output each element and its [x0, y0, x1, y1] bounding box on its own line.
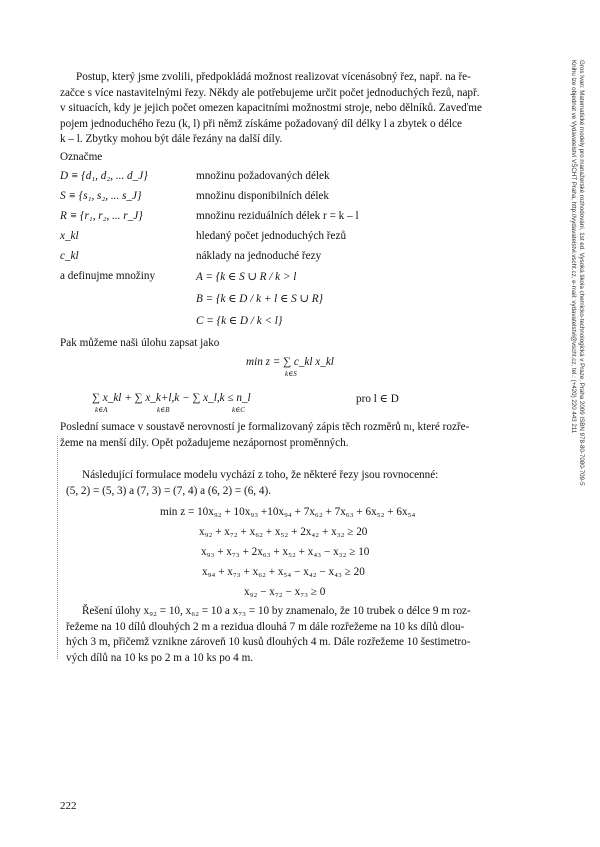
- example-intro-line: Následující formulace modelu vychází z toho, že některé řezy jsou rovnocenné:: [82, 469, 439, 481]
- definition-symbol: R ≡ {r₁, r₂, ... r_J}: [60, 210, 143, 222]
- intro-line: začce s více nastavitelnými řezy. Někdy ale potřebujeme určit počet jednoduchých řezů, např.: [60, 86, 480, 99]
- example-border: [57, 436, 58, 659]
- definition-text: náklady na jednoduché řezy: [196, 250, 322, 262]
- definition-text: množinu disponibilních délek: [196, 190, 329, 202]
- constraint-text: ∑ x_kl + ∑ x_k+l,k − ∑ x_l,k ≤ n_l: [92, 392, 251, 404]
- constraint-sub-c: k∈C: [232, 406, 245, 414]
- solution-line: hých 3 m, přičemž vznikne zároveň 10 kusů dlouhých 4 m. Dále rozřežeme 10 šestimetro-: [66, 636, 471, 649]
- intro-paragraph: [60, 70, 512, 148]
- example-objective: [160, 506, 415, 518]
- intro-line: v situacích, kdy je jejich počet omezen kapacitními možnostmi stroje, nebo dělníků. Zaveďme: [60, 102, 482, 115]
- constraint-sub-a: k∈A: [95, 406, 108, 414]
- task-intro: [60, 336, 512, 352]
- example-constraint-2: [201, 546, 369, 558]
- oznacme-text: Označme: [60, 151, 103, 163]
- example-constraint-4: [244, 586, 325, 598]
- definition-symbol: x_kl: [60, 230, 79, 242]
- side-note-line-2: Knihu lze objednat ve Vydavatelství VŠCHT Praha, http://vydavatelstvi.vscht.cz, e-mail: vydavatelstvi@vscht.cz, tel.: (+420) 220 443 211: [570, 60, 577, 434]
- last-line: žeme na menší díly. Opět požadujeme nezápornost proměnných.: [60, 436, 349, 449]
- example-intro: [66, 468, 512, 499]
- constraint-equation: [92, 392, 251, 404]
- solution-line: řežeme na 10 dílů dlouhých 2 m a rezidua dlouhá 7 m dále rozřežeme na 10 ks dílů dlou-: [66, 620, 465, 633]
- example-eq-3: x₉₄ + x₇₃ + x₆₂ + x₅₄ − x₄₂ − x₄₃ ≥ 20: [202, 566, 365, 578]
- solution-line: vých dílů na 10 ks po 2 m a 10 ks po 4 m.: [66, 651, 254, 664]
- set-c: C = {k ∈ D / k < l}: [196, 315, 283, 327]
- intro-line: pojem jednoduchého řezu (k, l) při němž získáme požadovaný díl délky l a zbytek o délce: [60, 117, 462, 130]
- objective-sub-text: k∈S: [285, 370, 297, 378]
- constraint-sub-b: k∈B: [157, 406, 170, 414]
- definition-text: množinu požadovaných délek: [196, 170, 330, 182]
- solution-line: Řešení úlohy x₉₂ = 10, x₆₂ = 10 a x₇₃ = 10 by znamenalo, že 10 trubek o délce 9 m roz-: [82, 605, 471, 617]
- constraint-subscript-c: [232, 406, 245, 414]
- constraint-subscript-a: [95, 406, 108, 414]
- solution-paragraph: [66, 604, 512, 666]
- set-a: A = {k ∈ S ∪ R / k > l: [196, 271, 297, 283]
- constraint-cond-text: pro l ∈ D: [356, 393, 399, 405]
- definition-text: množinu reziduálních délek r = k – l: [196, 210, 359, 222]
- example-eq-0: min z = 10x₉₂ + 10x₉₃ +10x₉₄ + 7x₆₂ + 7x₆₃ + 6x₅₂ + 6x₅₄: [160, 506, 416, 518]
- define-sets-label: a definujme množiny: [60, 270, 156, 282]
- intro-line: k – l. Zbytky mohou být dále řezány na další díly.: [60, 133, 283, 146]
- set-b: B = {k ∈ D / k + l ∈ S ∪ R}: [196, 293, 324, 305]
- constraint-condition: [356, 392, 399, 405]
- definition-symbol: S ≡ {s₁, s₂, ... s_J}: [60, 190, 142, 202]
- objective-subscript: [285, 370, 297, 378]
- definition-symbol: c_kl: [60, 250, 79, 262]
- example-eq-4: x₉₂ − x₇₂ − x₇₃ ≥ 0: [244, 586, 326, 598]
- side-note: [570, 60, 585, 700]
- definition-text: hledaný počet jednoduchých řezů: [196, 230, 347, 242]
- side-note-line-1: Gros Ivan: Matematické modely pro manažerské rozhodování, 1st ed. Vysoká škola chemicko-technologická v Praze, Praha 2009 ISBN 978-80-7080-709-5: [578, 60, 585, 486]
- objective-equation: [246, 356, 334, 368]
- last-paragraph: [60, 420, 512, 451]
- page-number: 222: [60, 800, 77, 812]
- example-eq-2: x₉₃ + x₇₃ + 2x₆₃ + x₅₂ + x₄₃ − x₃₂ ≥ 10: [201, 546, 370, 558]
- side-note-text: [569, 60, 585, 486]
- oznacme-label: [60, 150, 512, 166]
- example-constraint-3: [202, 566, 365, 578]
- example-eq-1: x₉₂ + x₇₂ + x₆₂ + x₅₂ + 2x₄₂ + x₃₂ ≥ 20: [199, 526, 368, 538]
- objective-text: min z = ∑ c_kl x_kl: [246, 356, 334, 368]
- constraint-subscript-b: [157, 406, 170, 414]
- intro-line: Postup, který jsme zvolili, předpokládá možnost realizovat vícenásobný řez, např. na ře-: [76, 71, 471, 83]
- example-intro-line: (5, 2) = (5, 3) a (7, 3) = (7, 4) a (6, 2) = (6, 4).: [66, 484, 272, 497]
- example-constraint-1: [199, 526, 367, 538]
- last-line: Poslední sumace v soustavě nerovností je formalizovaný zápis těch rozměrů nₗ, které rozře-: [60, 421, 470, 433]
- definition-symbol: D ≡ {d₁, d₂, ... d_J}: [60, 170, 148, 182]
- task-intro-text: Pak můžeme naši úlohu zapsat jako: [60, 337, 220, 349]
